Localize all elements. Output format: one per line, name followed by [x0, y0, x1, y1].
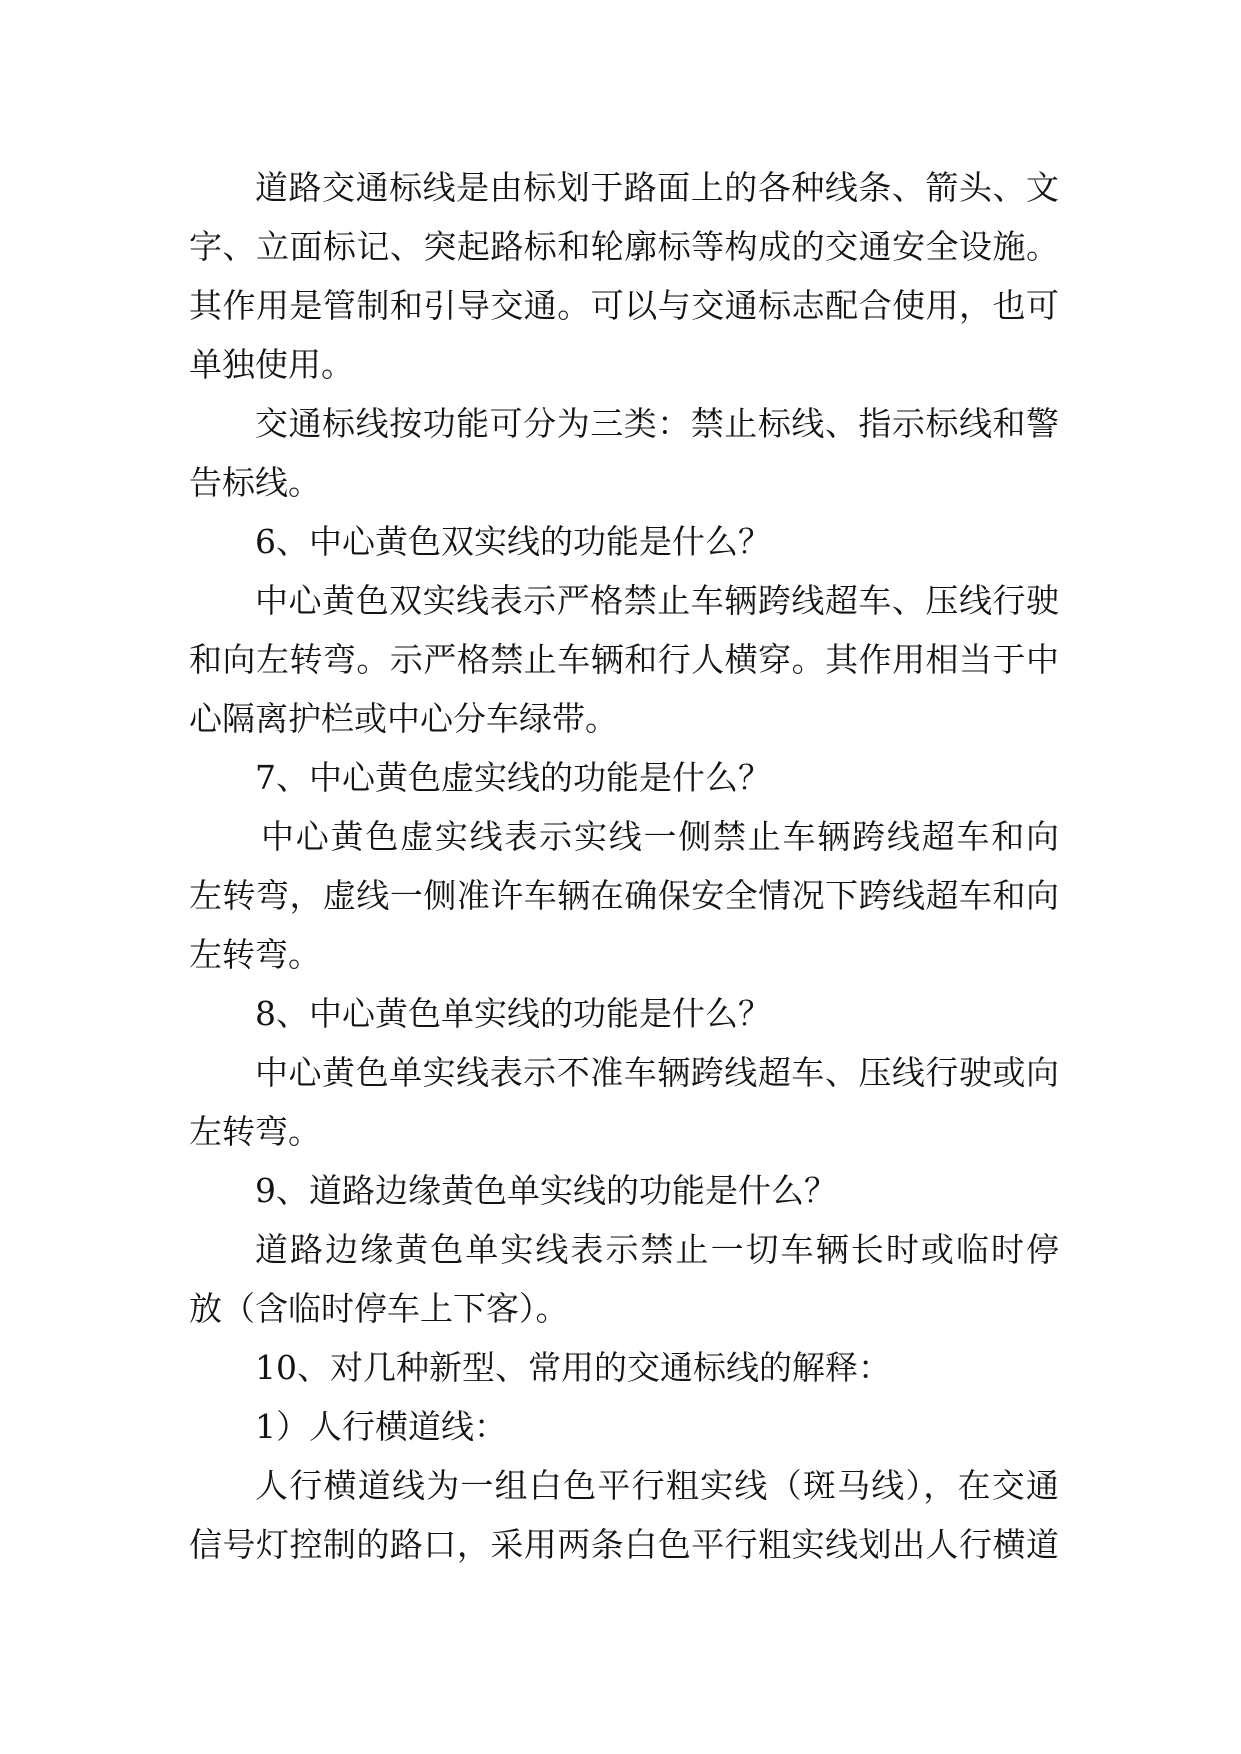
paragraph-line: 字、立面标记、突起路标和轮廓标等构成的交通安全设施。 [189, 227, 1059, 266]
paragraph-line: 道路交通标线是由标划于路面上的各种线条、箭头、文 [255, 168, 1059, 207]
paragraph-line: 单独使用。 [189, 345, 354, 384]
section-heading: 10、对几种新型、常用的交通标线的解释： [255, 1348, 891, 1387]
paragraph-line: 心隔离护栏或中心分车绿带。 [189, 699, 618, 738]
paragraph-line: 左转弯。 [189, 1112, 321, 1151]
paragraph-line: 中心黄色虚实线表示实线一侧禁止车辆跨线超车和向 [261, 817, 1059, 856]
subsection-heading: 1）人行横道线： [255, 1407, 507, 1446]
paragraph-line: 交通标线按功能可分为三类：禁止标线、指示标线和警 [255, 404, 1059, 443]
question-heading: 6、中心黄色双实线的功能是什么？ [255, 522, 771, 561]
question-heading: 7、中心黄色虚实线的功能是什么？ [255, 758, 771, 797]
paragraph-line: 其作用是管制和引导交通。可以与交通标志配合使用，也可 [189, 286, 1059, 325]
paragraph-line: 信号灯控制的路口，采用两条白色平行粗实线划出人行横道 [189, 1525, 1059, 1564]
paragraph-line: 放（含临时停车上下客）。 [189, 1289, 569, 1328]
paragraph-line: 道路边缘黄色单实线表示禁止一切车辆长时或临时停 [255, 1230, 1059, 1269]
paragraph-line: 中心黄色双实线表示严格禁止车辆跨线超车、压线行驶 [255, 581, 1059, 620]
paragraph-line: 告标线。 [189, 463, 321, 502]
paragraph-line: 人行横道线为一组白色平行粗实线（斑马线），在交通 [255, 1466, 1059, 1505]
document-body [189, 158, 1059, 1574]
paragraph-line: 左转弯，虚线一侧准许车辆在确保安全情况下跨线超车和向 [189, 876, 1059, 915]
question-heading: 9、道路边缘黄色单实线的功能是什么？ [255, 1171, 837, 1210]
paragraph-line: 中心黄色单实线表示不准车辆跨线超车、压线行驶或向 [255, 1053, 1059, 1092]
paragraph-line: 和向左转弯。示严格禁止车辆和行人横穿。其作用相当于中 [189, 640, 1059, 679]
question-heading: 8、中心黄色单实线的功能是什么？ [255, 994, 771, 1033]
paragraph-line: 左转弯。 [189, 935, 321, 974]
